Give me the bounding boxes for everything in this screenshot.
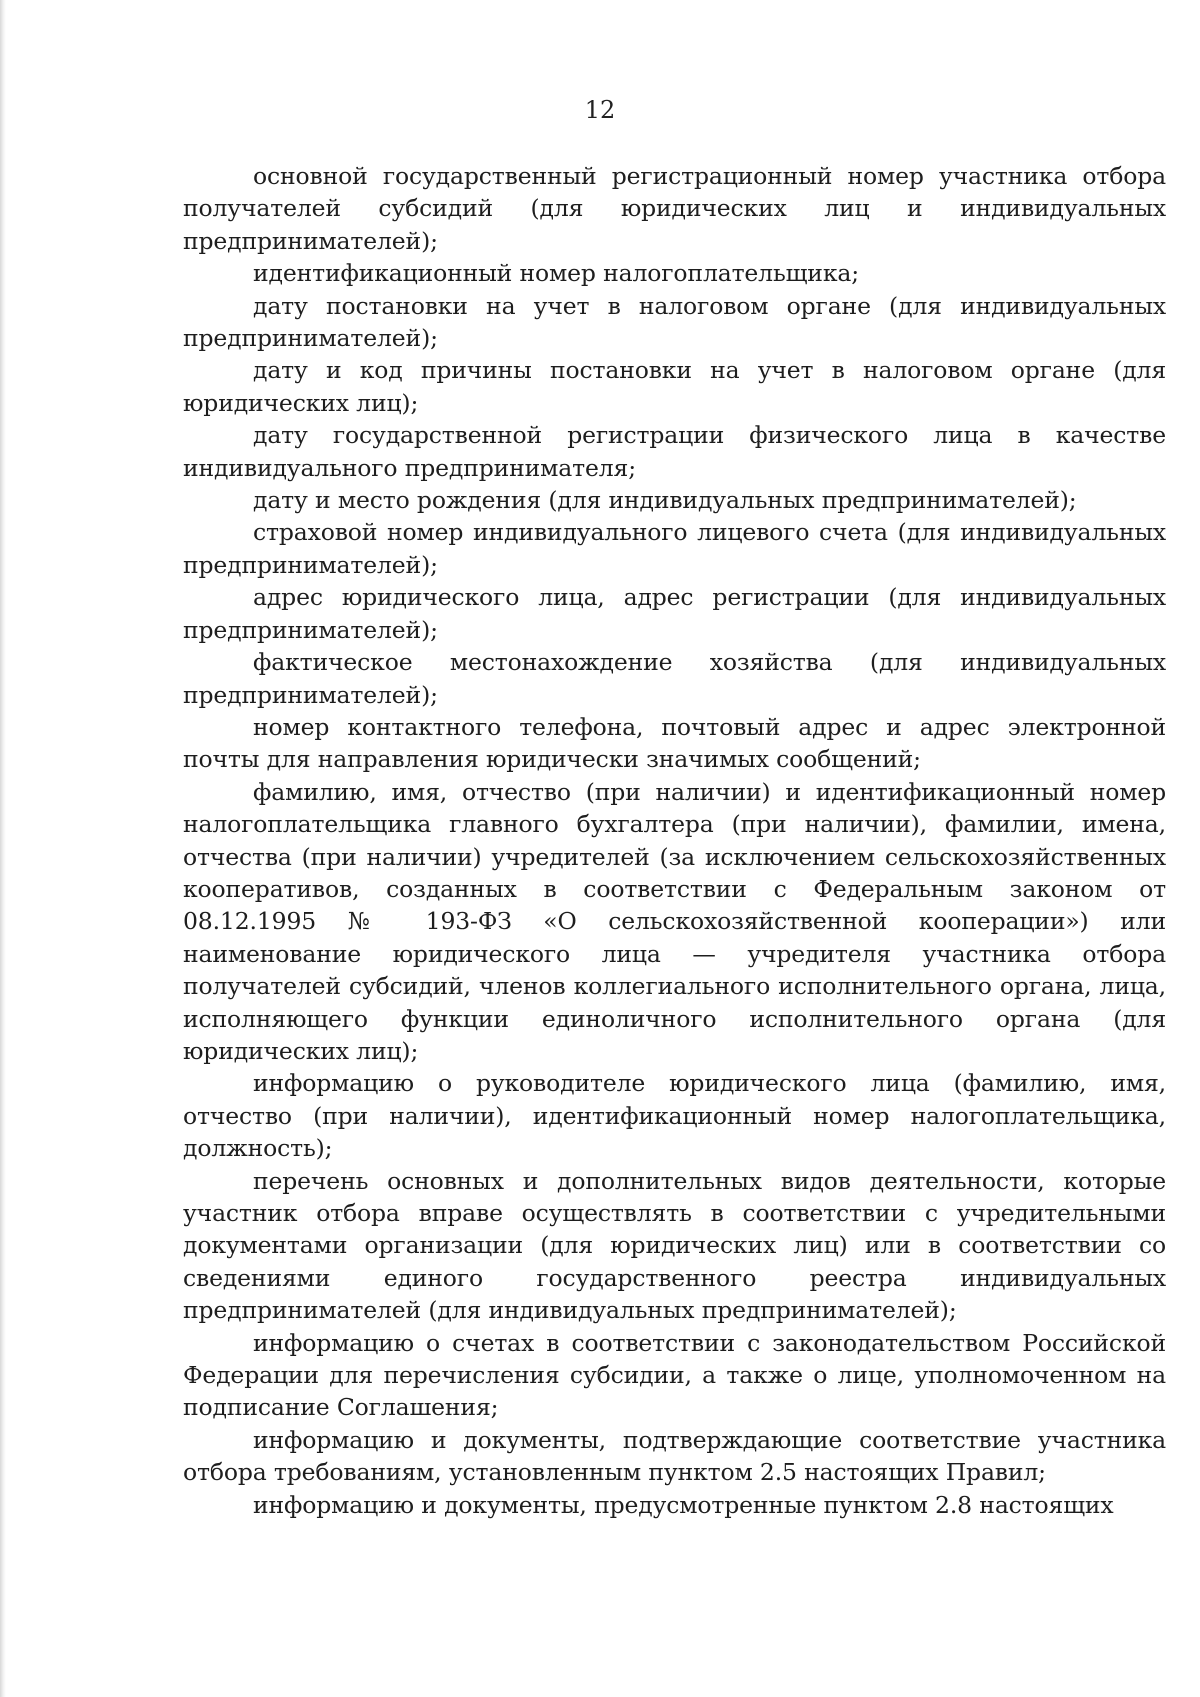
paragraph: фактическое местонахождение хозяйства (для индивидуальных предпринимателей);	[183, 648, 1166, 709]
paragraph: информацию о счетах в соответствии с законодательством Российской Федерации для перечисления субсидии, а также о лице, уполномоченном на подписание Соглашения;	[183, 1328, 1166, 1422]
paragraph: дату государственной регистрации физического лица в качестве индивидуального предпринимателя;	[183, 421, 1166, 482]
paragraph: адрес юридического лица, адрес регистрации (для индивидуальных предпринимателей);	[183, 583, 1166, 644]
paragraph: идентификационный номер налогоплательщика;	[253, 259, 859, 288]
paragraph: информацию и документы, подтверждающие соответствие участника отбора требованиям, установленным пунктом 2.5 настоящих Правил;	[183, 1425, 1166, 1487]
paragraph: дату постановки на учет в налоговом органе (для индивидуальных предпринимателей);	[183, 291, 1166, 353]
document-body	[183, 160, 1166, 1521]
paragraph: информацию и документы, предусмотренные пунктом 2.8 настоящих	[253, 1490, 1114, 1519]
paragraph: дату и место рождения (для индивидуальных предпринимателей);	[253, 486, 1077, 515]
paragraph: перечень основных и дополнительных видов деятельности, которые участник отбора вправе осуществлять в соответствии с учредительными документами организации (для юридических лиц) или в соответствии со сведениями единого государственного реестра индивидуальных предпринимателей (для индивидуальных предпринимателей);	[183, 1166, 1166, 1325]
paragraph: номер контактного телефона, почтовый адрес и адрес электронной почты для направления юридически значимых сообщений;	[183, 712, 1166, 774]
paragraph: дату и код причины постановки на учет в налоговом органе (для юридических лиц);	[183, 356, 1166, 417]
paragraph: фамилию, имя, отчество (при наличии) и идентификационный номер налогоплательщика главного бухгалтера (при наличии), фамилии, имена, отчества (при наличии) учредителей (за исключением сельскохозяйственных кооперативов, созданных в соответствии с Федеральным законом от 08.12.1995 № 193-ФЗ «О сельскохозяйственной кооперации») или наименование юридического лица — учредителя участника отбора получателей субсидий, членов коллегиального исполнительного органа, лица, исполняющего функции единоличного исполнительного органа (для юридических лиц);	[183, 777, 1166, 1065]
scan-edge	[0, 0, 6, 1697]
paragraph: основной государственный регистрационный номер участника отбора получателей субсидий (для юридических лиц и индивидуальных предпринимателей);	[183, 162, 1166, 255]
page-number: 12	[584, 96, 616, 124]
paragraph: страховой номер индивидуального лицевого счета (для индивидуальных предпринимателей);	[183, 518, 1166, 579]
paragraph: информацию о руководителе юридического лица (фамилию, имя, отчество (при наличии), идентификационный номер налогоплательщика, должность);	[183, 1069, 1166, 1163]
